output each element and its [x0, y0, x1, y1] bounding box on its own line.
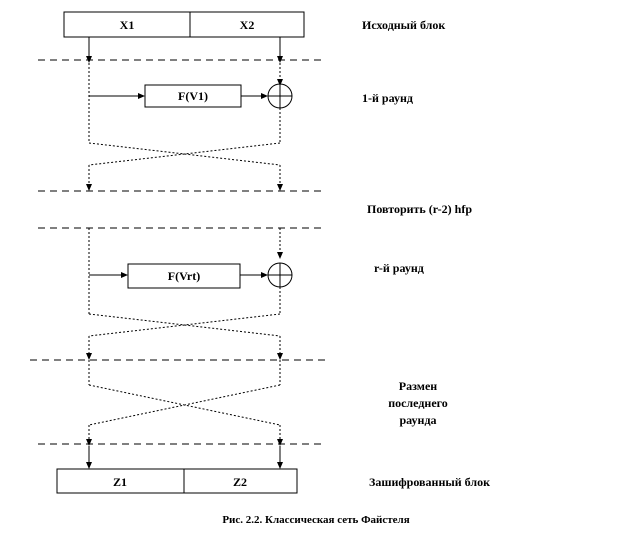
swap-label-line3: раунда: [399, 413, 437, 427]
swap-label-line2: последнего: [388, 396, 448, 410]
round-r-label: r-й раунд: [374, 261, 424, 275]
swap-left-arrow: [86, 439, 92, 446]
cross1-right-arrow: [277, 184, 283, 191]
figure-caption: Рис. 2.2. Классическая сеть Файстеля: [222, 514, 410, 526]
cipher-block-label: Зашифрованный блок: [369, 475, 490, 489]
roundr-xor-icon: [268, 263, 292, 287]
output-right-label: Z2: [232, 475, 248, 489]
cross2-right-arrow: [277, 353, 283, 360]
roundr-arrow-to-f: [121, 272, 128, 278]
input-right-label: X2: [239, 18, 255, 32]
swap-label-line1: Размен: [398, 379, 438, 393]
input-block: [64, 12, 304, 37]
swap-right-arrow: [277, 439, 283, 446]
source-block-label: Исходный блок: [362, 18, 446, 32]
output-left-label: Z1: [112, 475, 128, 489]
cross2-left-arrow: [86, 353, 92, 360]
roundr-function-label: F(Vrt): [167, 269, 201, 283]
round1-xor-icon: [268, 84, 292, 108]
cross1-left-arrow: [86, 184, 92, 191]
input-left-label: X1: [119, 18, 135, 32]
roundr-right-arrow: [277, 252, 283, 259]
out-right-arrow: [277, 462, 283, 469]
output-block: [57, 469, 297, 493]
repeat-label: Повторить (r-2) hfp: [367, 202, 472, 216]
roundr-arrow-to-xor: [261, 272, 268, 278]
round1-arrow-to-f: [138, 93, 145, 99]
round1-label: 1-й раунд: [362, 91, 413, 105]
round1-arrow-to-xor: [261, 93, 268, 99]
round1-function-label: F(V1): [178, 89, 208, 103]
out-left-arrow: [86, 462, 92, 469]
